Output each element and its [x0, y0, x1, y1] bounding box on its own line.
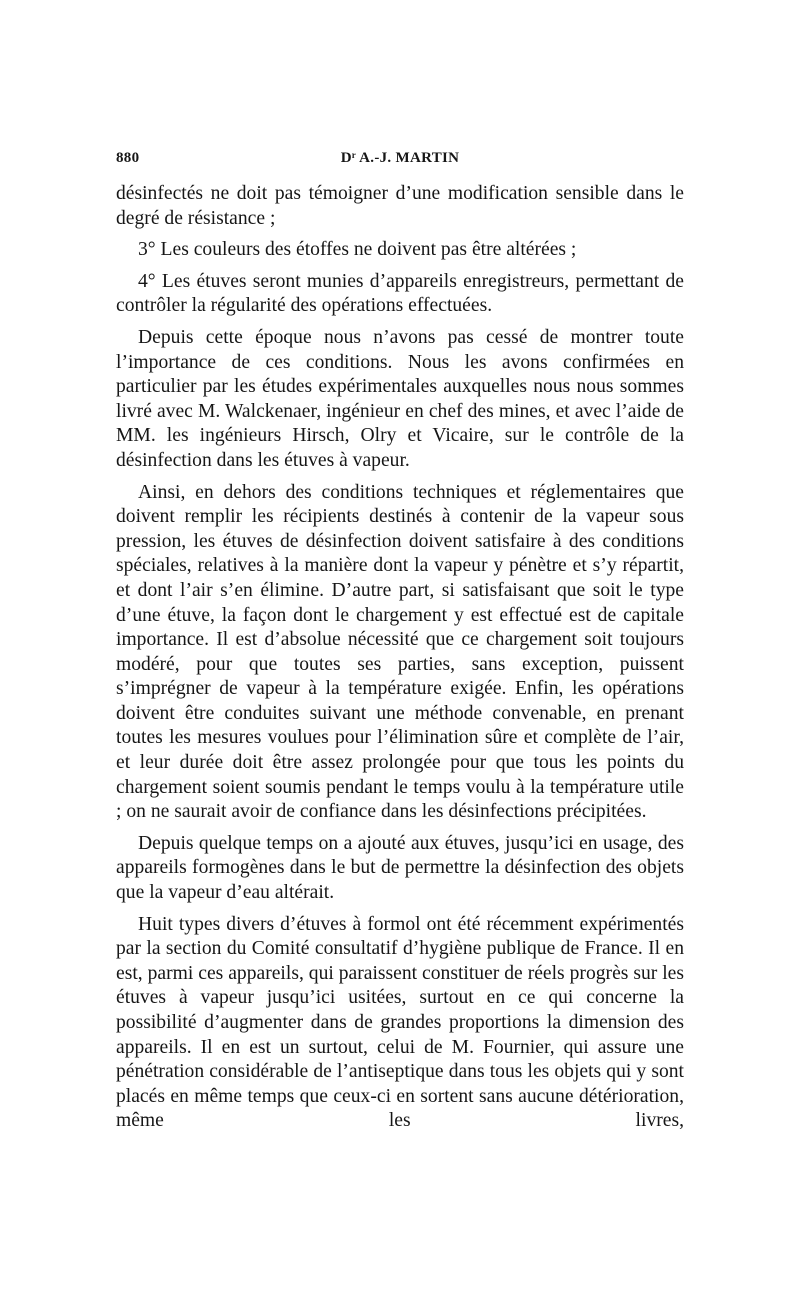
paragraph-condition-3: 3° Les couleurs des étoffes ne doivent pas être altérées ;: [138, 239, 577, 261]
page-number: 880: [116, 150, 140, 166]
paragraph-appareils-formogenes: Depuis quelque temps on a ajouté aux étuves, jusqu’ici en usage, des appareils formogènes dans le but de permettre la désinfection des objets que la vapeur d’eau altérait.: [116, 832, 684, 904]
page-body: [116, 182, 684, 1134]
paragraph-continued: désinfectés ne doit pas témoigner d’une modification sensible dans le degré de résistance ;: [116, 183, 684, 229]
paragraph-condition-4: 4° Les étuves seront munies d’appareils enregistreurs, permettant de contrôler la régularité des opérations effectuées.: [116, 270, 684, 317]
paragraph-experiments: Depuis cette époque nous n’avons pas cessé de montrer toute l’importance de ces conditions. Nous les avons confirmées en particulier par les études expérimentales auxquelles nous nous sommes livré avec M. Walckenaer, ingénieur en chef des mines, et avec l’aide de MM. les ingénieurs Hirsch, Olry et Vicaire, sur le contrôle de la désinfection dans les étuves à vapeur.: [116, 326, 684, 471]
running-title: Dʳ A.-J. MARTIN: [340, 150, 460, 166]
paragraph-etuves-formol: Huit types divers d’étuves à formol ont été récemment expérimentés par la section du Comité consultatif d’hygiène publique de France. Il en est, parmi ces appareils, qui paraissent constituer de réels progrès sur les étuves à vapeur jusqu’ici usitées, surtout en ce qui concerne la possibilité d’augmenter dans de grandes proportions la dimension des appareils. Il en est un surtout, celui de M. Fournier, qui assure une pénétration considérable de l’antiseptique dans tous les objets qui y sont placés en même temps que ceux-ci en sortent sans aucune détérioration, même les livres,: [116, 913, 684, 1132]
paragraph-conditions-techniques: Ainsi, en dehors des conditions techniques et réglementaires que doivent remplir les récipients destinés à contenir de la vapeur sous pression, les étuves de désinfection doivent satisfaire à des conditions spéciales, relatives à la manière dont la vapeur y pénètre et s’y répartit, et dont l’air s’en élimine. D’autre part, si satisfaisant que soit le type d’une étuve, la façon dont le chargement y est effectué est de capitale importance. Il est d’absolue nécessité que ce chargement soit toujours modéré, pour que toutes ses parties, sans exception, puissent s’imprégner de vapeur à la température exigée. Enfin, les opérations doivent être conduites suivant une méthode convenable, en prenant toutes les mesures voulues pour l’élimination sûre et complète de l’air, et leur durée doit être assez prolongée pour que tous les points du chargement soient soumis pendant le temps voulu à la température utile ; on ne saurait avoir de confiance dans les désinfections précipitées.: [116, 481, 684, 823]
book-page: [116, 150, 684, 1134]
page-header: [116, 150, 684, 176]
